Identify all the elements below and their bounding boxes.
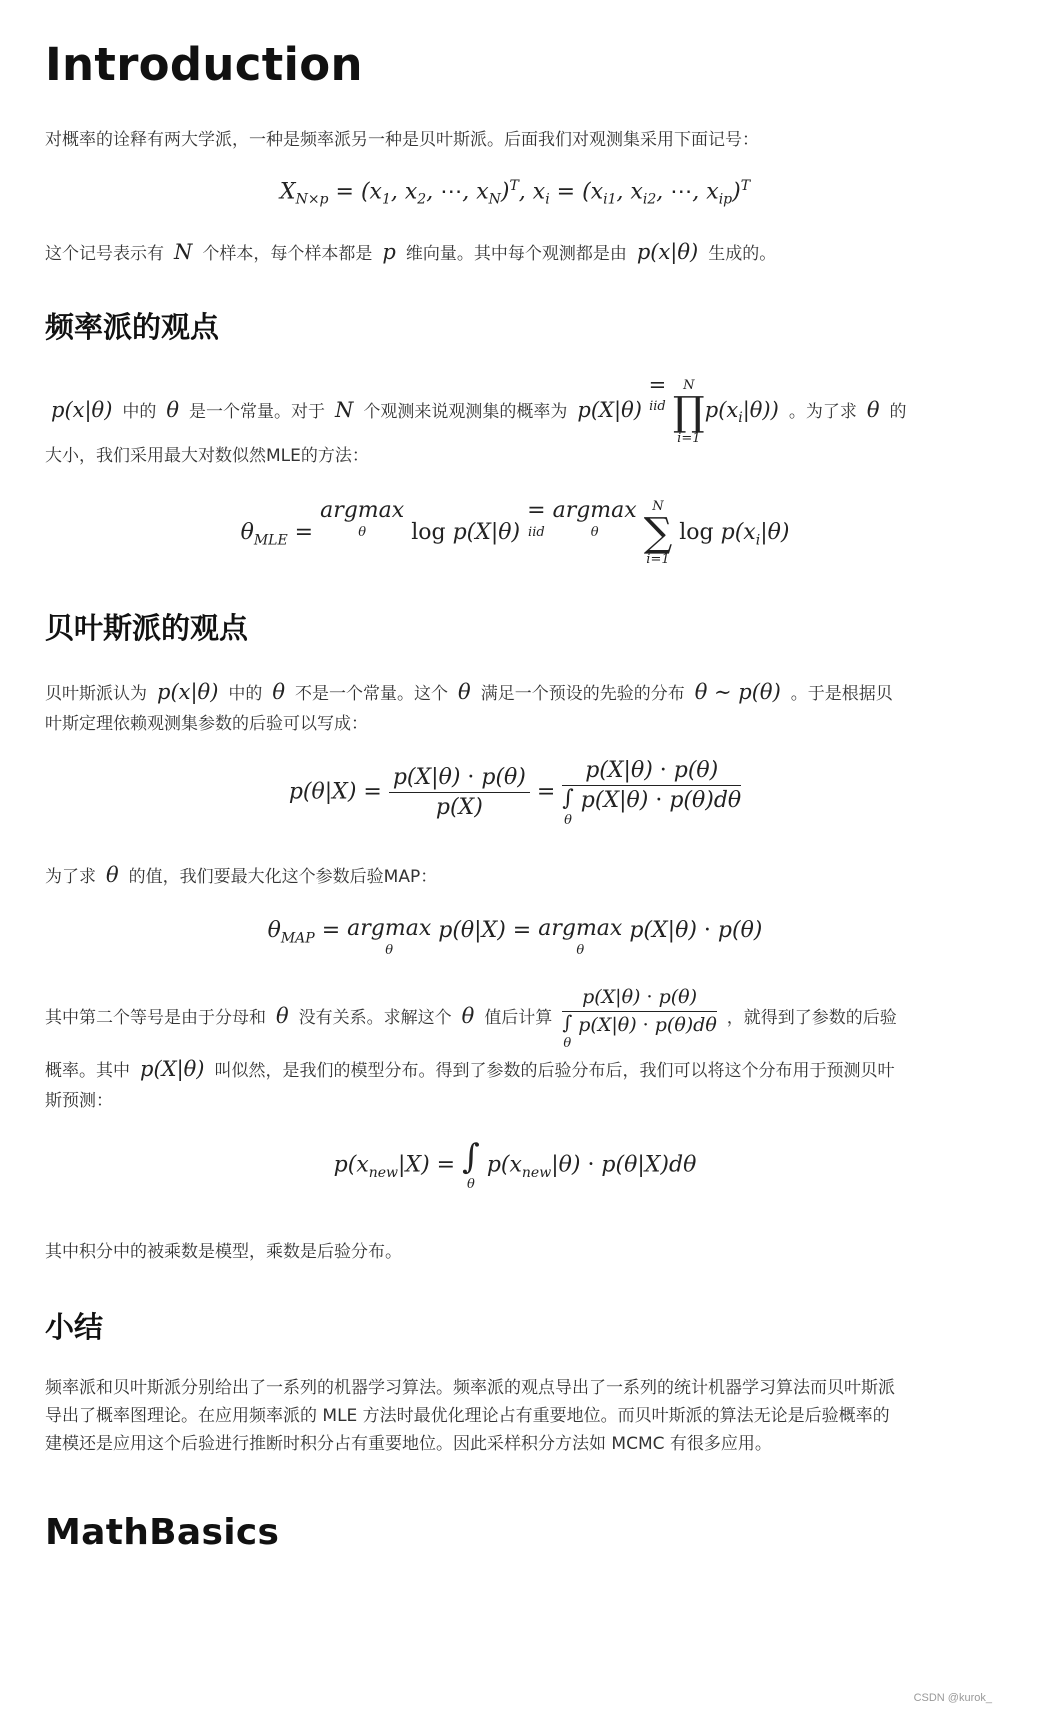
text: 生成的。 [708, 244, 777, 264]
equation-prediction: $p(x_{new}|X)$ = ∫ θ $p(x_{new}|\theta) \cdot p(\theta|X)d\theta$ [333, 1137, 697, 1192]
footer-credit: CSDN @kurok_ [913, 1692, 992, 1704]
text: 叶斯定理依赖观测集参数的后验可以写成： [45, 714, 368, 734]
text: 斯预测： [45, 1090, 113, 1111]
math-likelihood-product: p(X|θ) = iid N ∏ i=1 $p(x_i|\theta)$) [577, 373, 779, 446]
map-paragraph [45, 860, 985, 892]
heading-summary: 小结 [45, 1310, 104, 1344]
text: 其中第二个等号是由于分母和 [45, 1008, 266, 1028]
integrand-paragraph: 其中积分中的被乘数是模型，乘数是后验分布。 [45, 1242, 402, 1262]
heading-mathbasics: MathBasics [45, 1512, 280, 1553]
math-pxtheta: p(x|θ) [636, 240, 699, 264]
text: 中的 [228, 684, 263, 704]
text: ，就得到了参数的后验 [726, 1008, 897, 1028]
bayesian-paragraph [45, 677, 985, 739]
text: 。为了求 [788, 402, 857, 422]
text: 值后计算 [484, 1008, 553, 1028]
math-theta: θ [866, 398, 880, 422]
math-theta: θ [106, 863, 119, 887]
text: 贝叶斯派认为 [45, 684, 147, 704]
text: 没有关系。求解这个 [298, 1008, 452, 1028]
math-pXtheta: p(X|θ) [140, 1056, 205, 1081]
heading-frequentist: 频率派的观点 [45, 310, 220, 344]
equation-mle: $\theta_{MLE} = argmax$ θ log p(X|θ) = iid argmax θ N ∑ i=1 $\log p(x_i|\theta)$ [240, 498, 790, 567]
text: 维向量。其中每个观测都是由 [405, 244, 627, 264]
text: 满足一个预设的先验的分布 [480, 684, 685, 704]
text: 中的 [122, 402, 157, 422]
text: 。于是根据贝 [790, 684, 893, 704]
text: 为了求 [45, 867, 96, 887]
frequentist-paragraph [45, 375, 985, 471]
heading-bayesian: 贝叶斯派的观点 [45, 611, 249, 645]
equation-notation: $X_{N\times p} = (x_1$, $x_2$, ⋯, $x_N)^T$, $x_i = (x_{i1}$, $x_{i2}$, ⋯, $x_{ip})^T$ [279, 178, 751, 208]
text: 这个记号表示有 [45, 244, 164, 264]
summary-paragraph: 频率派和贝叶斯派分别给出了一系列的机器学习算法。频率派的观点导出了一系列的统计机器学习算法而贝叶斯派导出了概率图理论。在应用频率派的 MLE 方法时最优化理论占有重要地位。而贝叶斯派的算法无论是后验概率的建模还是应用这个后验进行推断时积分占有重要地位。因此采样积分方法如 MCMC 有很多应用。 [45, 1378, 895, 1454]
equation-map: $\theta_{MAP} = argmax$ θ p(θ|X) = argmax θ p(X|θ) · p(θ) [267, 916, 763, 958]
text: 叫似然，是我们的模型分布。得到了参数的后验分布后，我们可以将这个分布用于预测贝叶 [214, 1060, 895, 1081]
text: 概率。其中 [45, 1060, 130, 1081]
posterior-paragraph [45, 985, 985, 1116]
intro-paragraph: 对概率的诠释有两大学派，一种是频率派另一种是贝叶斯派。后面我们对观测集采用下面记号： [45, 130, 759, 150]
text: 个样本，每个样本都是 [202, 244, 373, 264]
text: 的值，我们要最大化这个参数后验MAP： [128, 867, 438, 887]
text: 大小，我们采用最大对数似然MLE的方法： [45, 446, 369, 467]
text: 的 [889, 402, 907, 422]
math-p: p [382, 240, 396, 264]
math-theta: θ [166, 398, 180, 422]
math-pxtheta: p(x|θ) [157, 680, 219, 704]
math-theta: θ [272, 680, 286, 704]
text: 不是一个常量。这个 [295, 684, 449, 704]
math-prior: θ ∼ p(θ) [694, 680, 781, 704]
math-pxtheta: p(x|θ) [51, 398, 113, 422]
math-N: N [335, 398, 354, 422]
heading-introduction: Introduction [45, 38, 363, 91]
math-theta: θ [461, 1004, 475, 1028]
math-N: N [174, 240, 193, 264]
notation-paragraph [45, 237, 985, 269]
text: 个观测来说观测集的概率为 [363, 402, 568, 422]
text: 是一个常量。对于 [189, 402, 326, 422]
equation-bayes: p(θ|X) = $\frac{p(X|\theta) \cdot p(\theta)}{p(X)}$ = p(X|θ) · p(θ) ∫ θ p(X|θ) · p(θ)dθ [288, 758, 742, 828]
math-posterior-fraction: p(X|θ) · p(θ) ∫ θ p(X|θ) · p(θ)dθ [562, 986, 717, 1051]
math-theta: θ [458, 680, 471, 704]
math-theta: θ [276, 1004, 289, 1028]
